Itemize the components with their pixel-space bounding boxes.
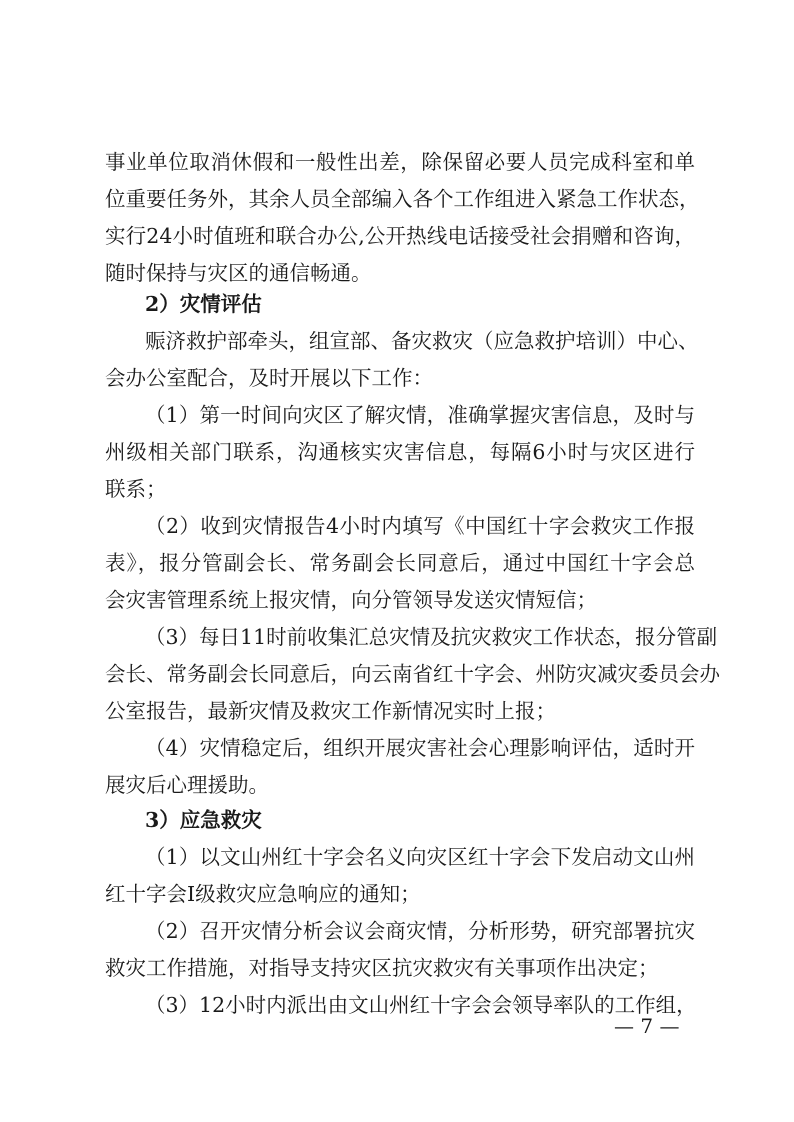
- body-text-line: 展灾后心理援助。: [105, 773, 269, 797]
- body-text-line: 位重要任务外，其余人员全部编入各个工作组进入紧急工作状态，: [105, 187, 700, 211]
- body-text-line: 随时保持与灾区的通信畅通。: [105, 261, 372, 285]
- body-text-line: 州级相关部门联系，沟通核实灾害信息，每隔6小时与灾区进行: [105, 440, 695, 464]
- body-text-line: （1）以文山州红十字会名义向灾区红十字会下发启动文山州: [145, 845, 695, 869]
- body-text-line: （1）第一时间向灾区了解灾情，准确掌握灾害信息，及时与: [145, 403, 695, 427]
- body-text-line: 会长、常务副会长同意后，向云南省红十字会、州防灾减灾委员会办: [105, 662, 720, 686]
- body-text-line: 公室报告，最新灾情及救灾工作新情况实时上报；: [105, 699, 556, 723]
- section-heading: 3）应急救灾: [145, 808, 262, 832]
- body-text-line: 表》，报分管副会长、常务副会长同意后，通过中国红十字会总: [105, 551, 695, 575]
- body-text-line: 红十字会Ⅰ级救灾应急响应的通知；: [105, 882, 421, 906]
- body-text-line: （3）12小时内派出由文山州红十字会会领导率队的工作组，: [145, 993, 697, 1017]
- body-text-line: 实行24小时值班和联合办公,公开热线电话接受社会捐赠和咨询，: [105, 224, 695, 248]
- body-text-line: （2）收到灾情报告4小时内填写《中国红十字会救灾工作报: [145, 514, 695, 538]
- body-text-line: （3）每日11时前收集汇总灾情及抗灾救灾工作状态，报分管副: [145, 625, 718, 649]
- body-text-line: （2）召开灾情分析会议会商灾情，分析形势，研究部署抗灾: [145, 919, 695, 943]
- body-text-line: 会办公室配合，及时开展以下工作：: [105, 366, 433, 390]
- body-text-line: （4）灾情稳定后，组织开展灾害社会心理影响评估，适时开: [145, 736, 695, 760]
- body-text-line: 会灾害管理系统上报灾情，向分管领导发送灾情短信；: [105, 588, 597, 612]
- section-heading: 2）灾情评估: [145, 292, 262, 316]
- page-number: — 7 —: [614, 1014, 680, 1038]
- body-text-line: 赈济救护部牵头，组宣部、备灾救灾（应急救护培训）中心、: [145, 329, 699, 353]
- body-text-line: 救灾工作措施，对指导支持灾区抗灾救灾有关事项作出决定；: [105, 956, 659, 980]
- body-text-line: 事业单位取消休假和一般性出差，除保留必要人员完成科室和单: [105, 150, 695, 174]
- body-text-line: 联系；: [105, 477, 167, 501]
